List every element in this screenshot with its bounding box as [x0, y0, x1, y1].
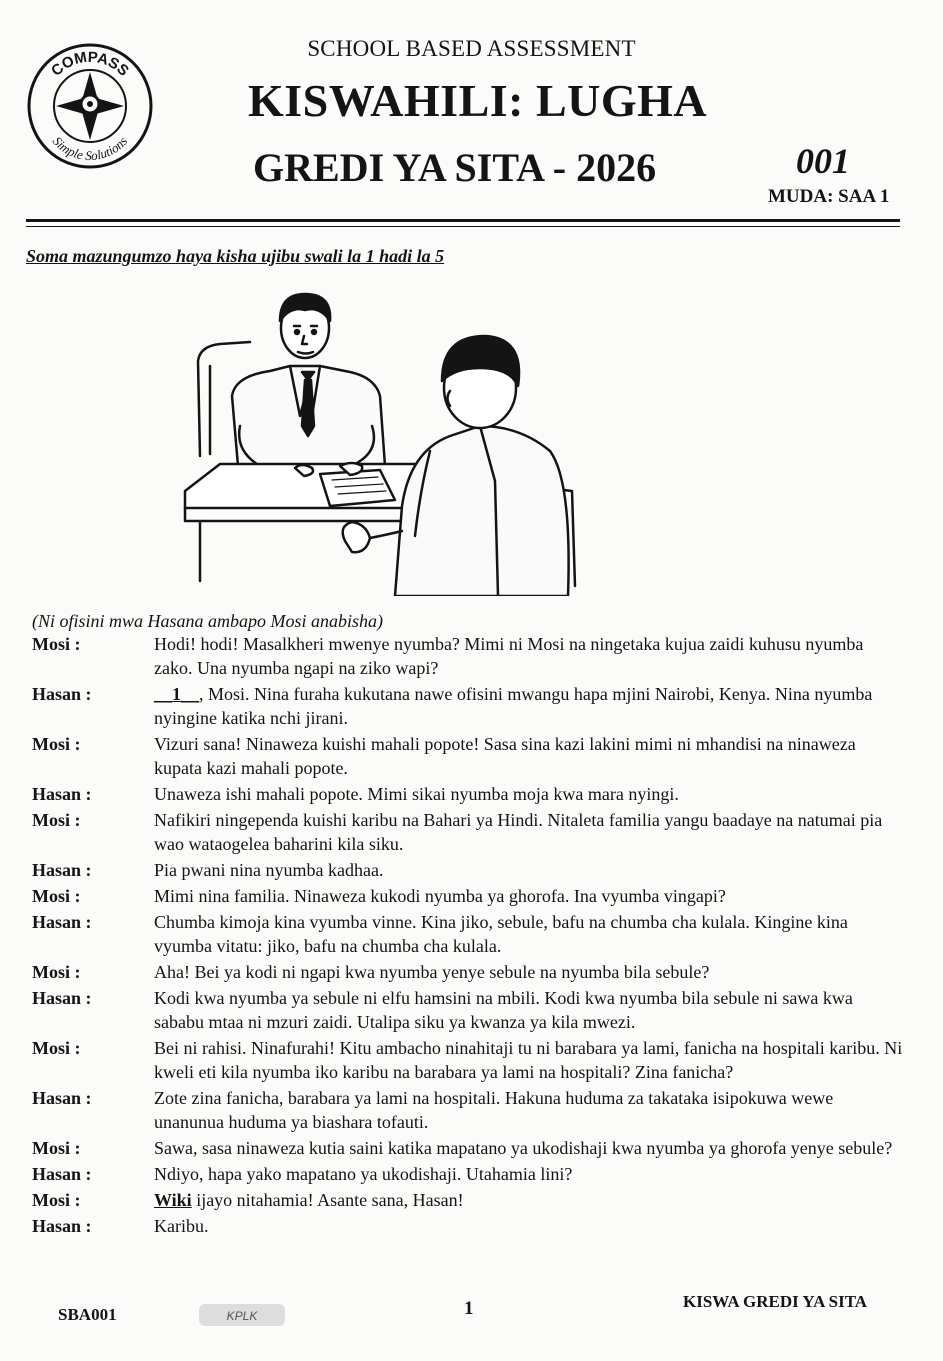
assessment-type: SCHOOL BASED ASSESSMENT: [307, 36, 636, 61]
speaker: Mosi :: [32, 1190, 81, 1210]
speaker: Hasan :: [32, 1216, 92, 1236]
line-text: Kodi kwa nyumba ya sebule ni elfu hamsini na mbili. Kodi kwa nyumba bila sebule ni sawa kwa sababu mtaa ni mzuri zaidi. Utalipa siku ya kwanza ya kila mwezi.: [154, 988, 853, 1032]
header-divider: [26, 219, 900, 222]
dialogue-line: [32, 682, 912, 730]
stamp-text: KPLK: [226, 1309, 258, 1323]
dialogue-line: [32, 1036, 912, 1084]
line-text: Zote zina fanicha, barabara ya lami na hospitali. Hakuna huduma za takataka isipokuwa wewe unanunua huduma ya biashara tofauti.: [154, 1088, 834, 1132]
speaker: Hasan :: [32, 1164, 92, 1184]
subject-title: KISWAHILI: LUGHA: [248, 75, 708, 126]
dialogue-line: [32, 986, 912, 1034]
line-text: Pia pwani nina nyumba kadhaa.: [154, 860, 384, 880]
dialogue-line: [32, 632, 912, 680]
dialogue-line: [32, 732, 912, 780]
dialogue-line: [32, 1214, 912, 1238]
dialogue: [32, 632, 912, 1240]
instruction: Soma mazungumzo haya kisha ujibu swali la 1 hadi la 5: [26, 246, 445, 266]
speaker: Hasan :: [32, 684, 92, 704]
line-text: Ndiyo, hapa yako mapatano ya ukodishaji. Utahamia lini?: [154, 1164, 573, 1184]
header-divider-thin: [26, 226, 900, 227]
line-text: Hodi! hodi! Masalkheri mwenye nyumba? Mimi ni Mosi na ningetaka kujua zaidi kuhusu nyumba zako. Una nyumba ngapi na ziko wapi?: [154, 634, 864, 678]
line-text: Chumba kimoja kina vyumba vinne. Kina jiko, sebule, bafu na chumba cha kulala. Kingine kina vyumba vitatu: jiko, bafu na chumba cha kulala.: [154, 912, 848, 956]
line-text: Aha! Bei ya kodi ni ngapi kwa nyumba yenye sebule na nyumba bila sebule?: [154, 962, 710, 982]
line-text: Vizuri sana! Ninaweza kuishi mahali popote! Sasa sina kazi lakini mimi ni mhandisi na ninaweza kupata kazi mahali popote.: [154, 734, 856, 778]
speaker: Hasan :: [32, 988, 92, 1008]
office-meeting-illustration: [180, 276, 580, 596]
paper-code: 001: [796, 141, 850, 181]
underlined-word: Wiki: [154, 1190, 192, 1210]
grade-year: GREDI YA SITA - 2026: [253, 145, 657, 190]
speaker: Hasan :: [32, 860, 92, 880]
speaker: Mosi :: [32, 634, 81, 654]
dialogue-line: [32, 1188, 912, 1212]
footer-code: SBA001: [58, 1305, 117, 1324]
dialogue-line: [32, 1086, 912, 1134]
dialogue-line: [32, 884, 912, 908]
footer-label: KISWA GREDI YA SITA: [683, 1292, 868, 1311]
speaker: Hasan :: [32, 1088, 92, 1108]
speaker: Mosi :: [32, 886, 81, 906]
dialogue-line: [32, 960, 912, 984]
speaker: Hasan :: [32, 784, 92, 804]
speaker: Mosi :: [32, 1038, 81, 1058]
dialogue-line: [32, 858, 912, 882]
logo-bottom-text: Simple Solutions: [49, 133, 131, 164]
speaker: Mosi :: [32, 810, 81, 830]
page-number: 1: [464, 1298, 474, 1319]
dialogue-line: [32, 1136, 912, 1160]
dialogue-line: [32, 808, 912, 856]
line-text: Bei ni rahisi. Ninafurahi! Kitu ambacho ninahitaji tu ni barabara ya lami, fanicha na hospitali karibu. Ni kweli eti kila nyumba iko karibu na barabara ya lami na hospitali? Zina fanicha?: [154, 1038, 903, 1082]
duration: MUDA: SAA 1: [768, 186, 890, 207]
line-text: Nafikiri ningependa kuishi karibu na Bahari ya Hindi. Nitaleta familia yangu baadaye na natumai pia wao wataogelea baharini kila siku.: [154, 810, 883, 854]
speaker: Mosi :: [32, 734, 81, 754]
line-text: ijayo nitahamia! Asante sana, Hasan!: [191, 1190, 464, 1210]
dialogue-line: [32, 1162, 912, 1186]
speaker: Mosi :: [32, 962, 81, 982]
stamp-mark: [195, 1300, 290, 1330]
speaker: Mosi :: [32, 1138, 81, 1158]
logo-top-text: COMPASS: [48, 48, 133, 80]
dialogue-line: [32, 782, 912, 806]
speaker: Hasan :: [32, 912, 92, 932]
line-text: Unaweza ishi mahali popote. Mimi sikai nyumba moja kwa mara nyingi.: [154, 784, 679, 804]
line-text: Karibu.: [154, 1216, 209, 1236]
dialogue-line: [32, 910, 912, 958]
scene-description: (Ni ofisini mwa Hasana ambapo Mosi anabisha): [32, 611, 384, 631]
line-text: Mimi nina familia. Ninaweza kukodi nyumba ya ghorofa. Ina vyumba vingapi?: [154, 886, 726, 906]
line-text: Sawa, sasa ninaweza kutia saini katika mapatano ya ukodishaji kwa nyumba ya ghorofa yenye sebule?: [154, 1138, 893, 1158]
line-text: , Mosi. Nina furaha kukutana nawe ofisini mwangu hapa mjini Nairobi, Kenya. Nina nyumba nyingine katika nchi jirani.: [154, 684, 873, 728]
answer-blank-1: __1__: [154, 684, 199, 704]
